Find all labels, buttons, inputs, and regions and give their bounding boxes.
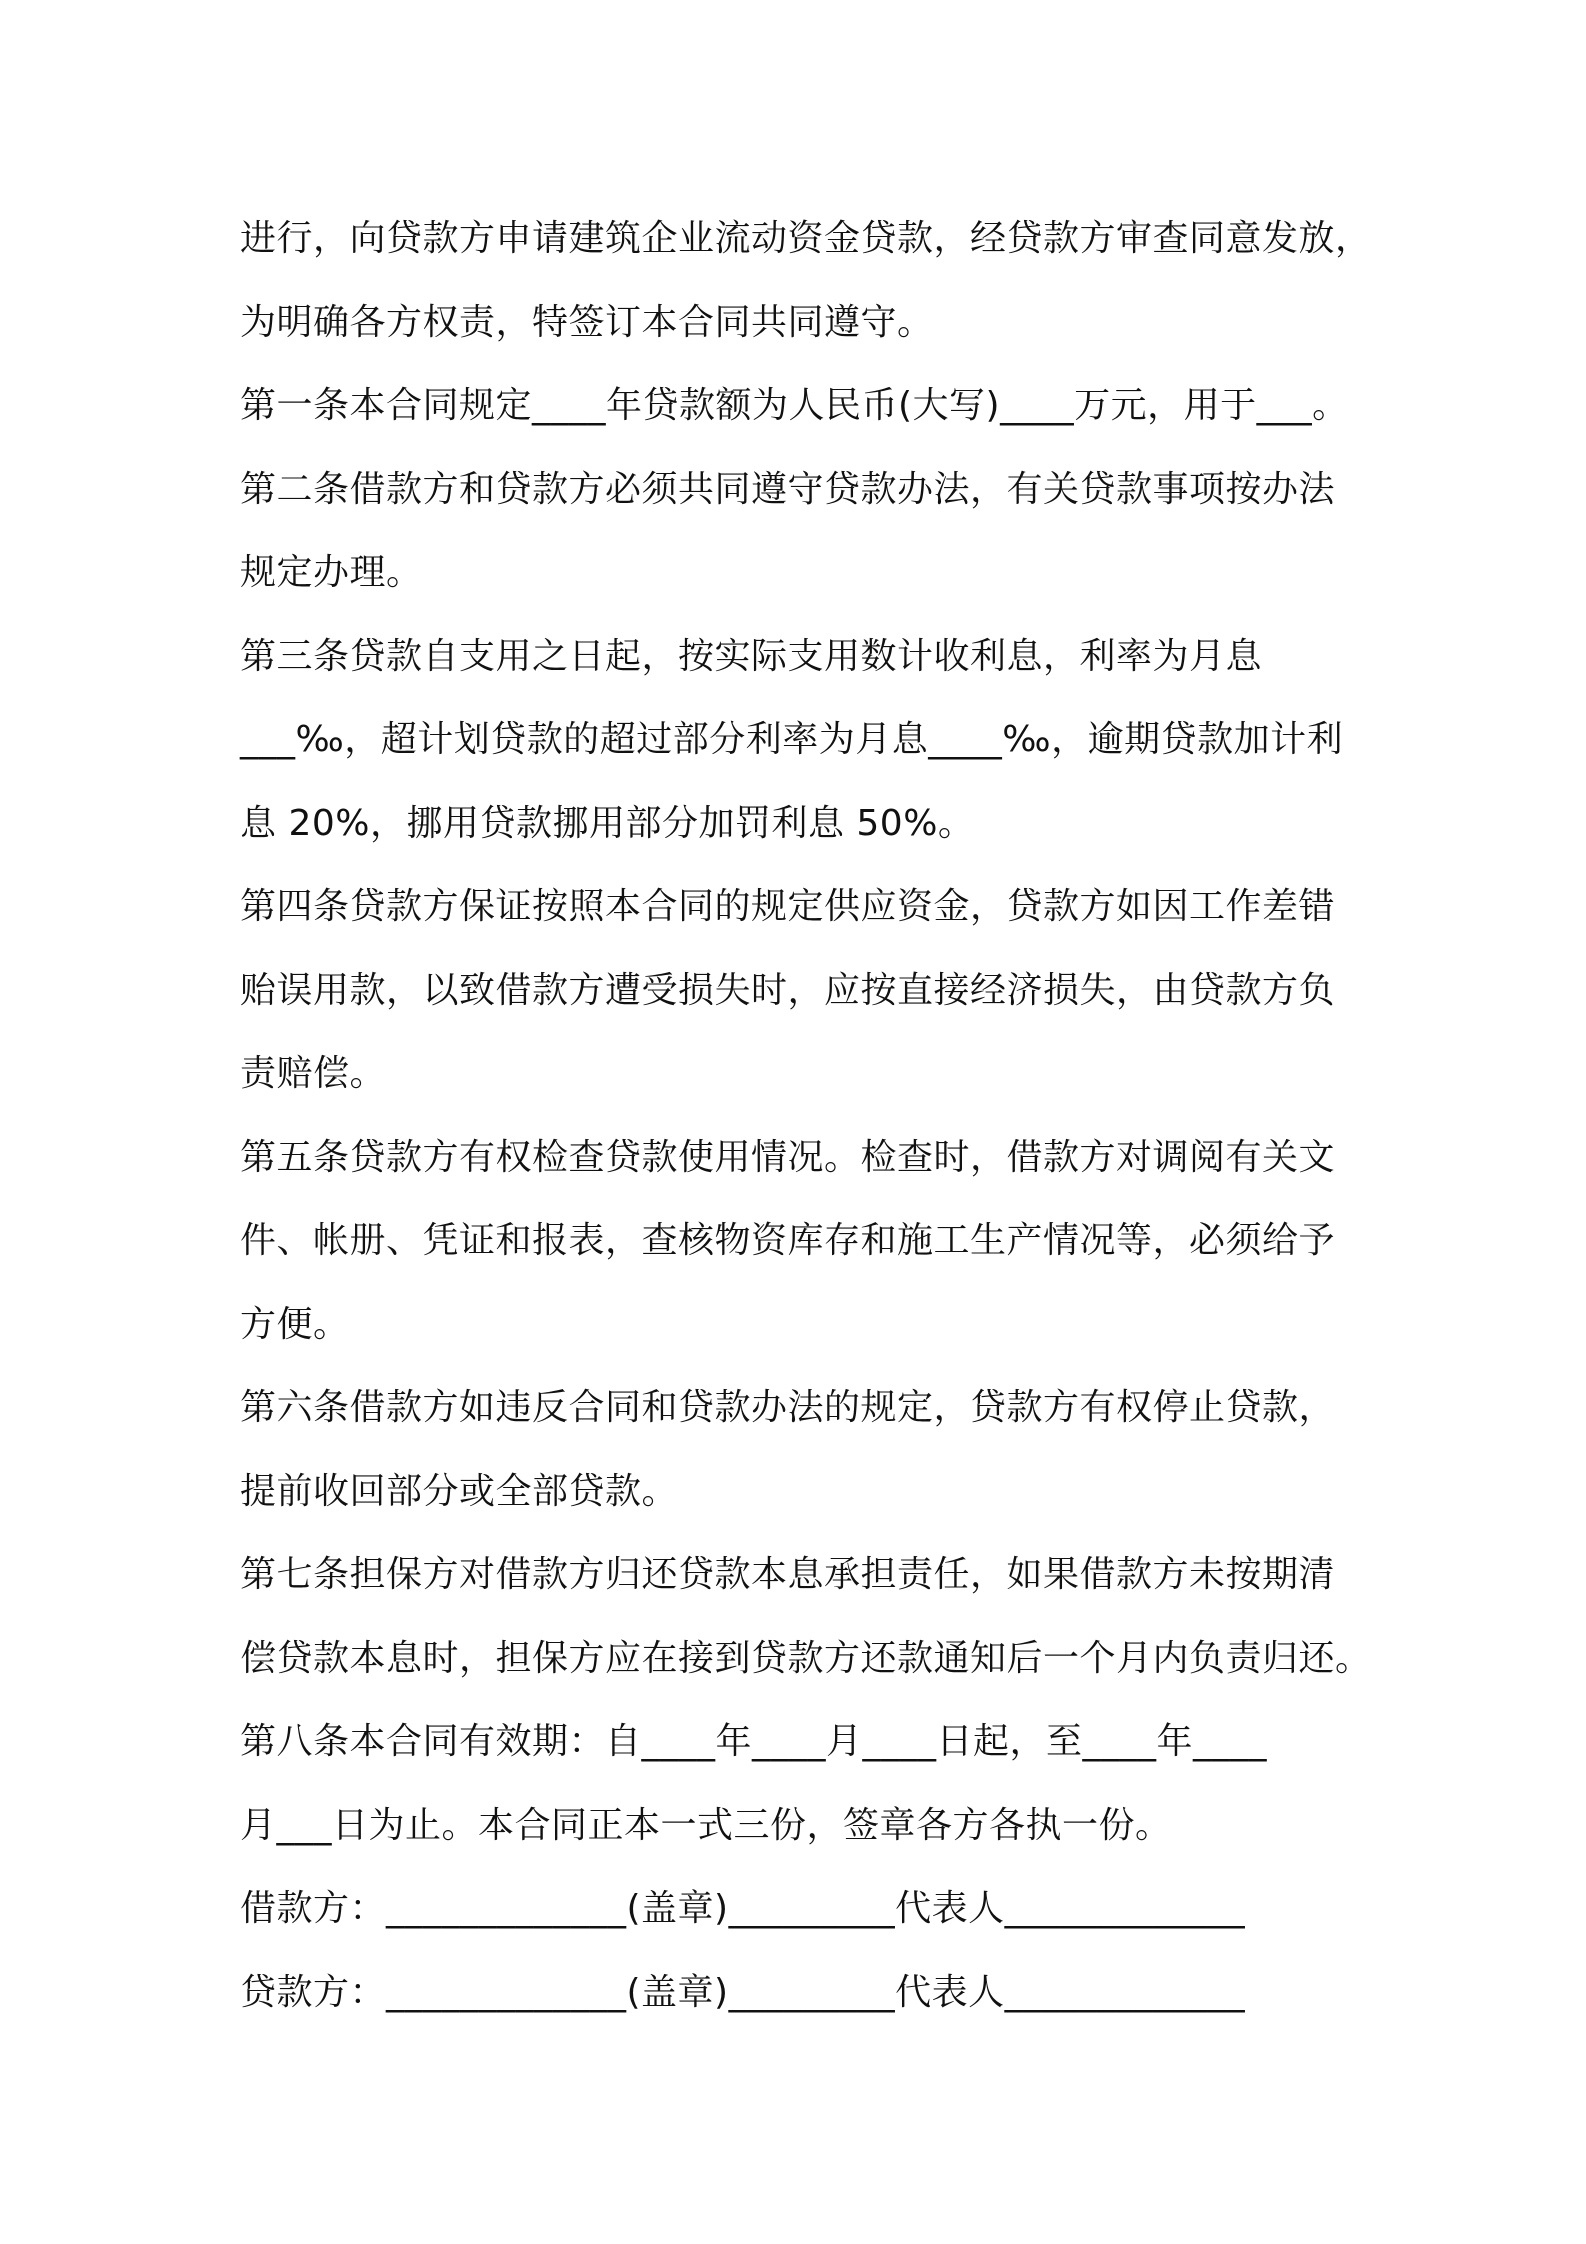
text-line-2: 为明确各方权责，特签订本合同共同遵守。 xyxy=(240,301,934,343)
article-4-line-2: 贻误用款，以致借款方遭受损失时，应按直接经济损失，由贷款方负 xyxy=(240,969,1336,1011)
article-3-line-2: ___‰，超计划贷款的超过部分利率为月息____‰，逾期贷款加计利 xyxy=(240,719,1344,760)
contract-body xyxy=(240,197,1370,2034)
borrower-signature-line: 借款方：_____________(盖章)_________代表人_____________ xyxy=(240,1888,1246,1929)
article-2-line-1: 第二条借款方和贷款方必须共同遵守贷款办法，有关贷款事项按办法 xyxy=(240,468,1336,510)
lender-signature-line: 贷款方：_____________(盖章)_________代表人_____________ xyxy=(240,1971,1246,2013)
article-7-line-1: 第七条担保方对借款方归还贷款本息承担责任，如果借款方未按期清 xyxy=(240,1554,1336,1595)
article-5-line-3: 方便。 xyxy=(240,1303,350,1345)
article-6-line-2: 提前收回部分或全部贷款。 xyxy=(240,1470,679,1512)
article-3-line-3: 息 20%，挪用贷款挪用部分加罚利息 50%。 xyxy=(240,802,975,844)
article-5-line-2: 件、帐册、凭证和报表，查核物资库存和施工生产情况等，必须给予 xyxy=(240,1220,1336,1261)
article-4-line-3: 责赔偿。 xyxy=(240,1053,387,1094)
text-line-1: 进行，向贷款方申请建筑企业流动资金贷款，经贷款方审查同意发放， xyxy=(240,218,1372,259)
article-5-line-1: 第五条贷款方有权检查贷款使用情况。检查时，借款方对调阅有关文 xyxy=(240,1136,1336,1178)
article-7-line-2: 偿贷款本息时，担保方应在接到贷款方还款通知后一个月内负责归还。 xyxy=(240,1637,1372,1679)
article-3-line-1: 第三条贷款自支用之日起，按实际支用数计收利息，利率为月息 xyxy=(240,635,1263,677)
article-8-line-1: 第八条本合同有效期：自____年____月____日起，至____年____ xyxy=(240,1721,1268,1762)
article-2-line-2: 规定办理。 xyxy=(240,552,423,593)
article-6-line-1: 第六条借款方如违反合同和贷款办法的规定，贷款方有权停止贷款， xyxy=(240,1387,1336,1428)
article-1-line: 第一条本合同规定____年贷款额为人民币(大写)____万元，用于___。 xyxy=(240,385,1349,426)
article-8-line-2: 月___日为止。本合同正本一式三份，签章各方各执一份。 xyxy=(240,1804,1172,1846)
article-4-line-1: 第四条贷款方保证按照本合同的规定供应资金，贷款方如因工作差错 xyxy=(240,886,1336,927)
